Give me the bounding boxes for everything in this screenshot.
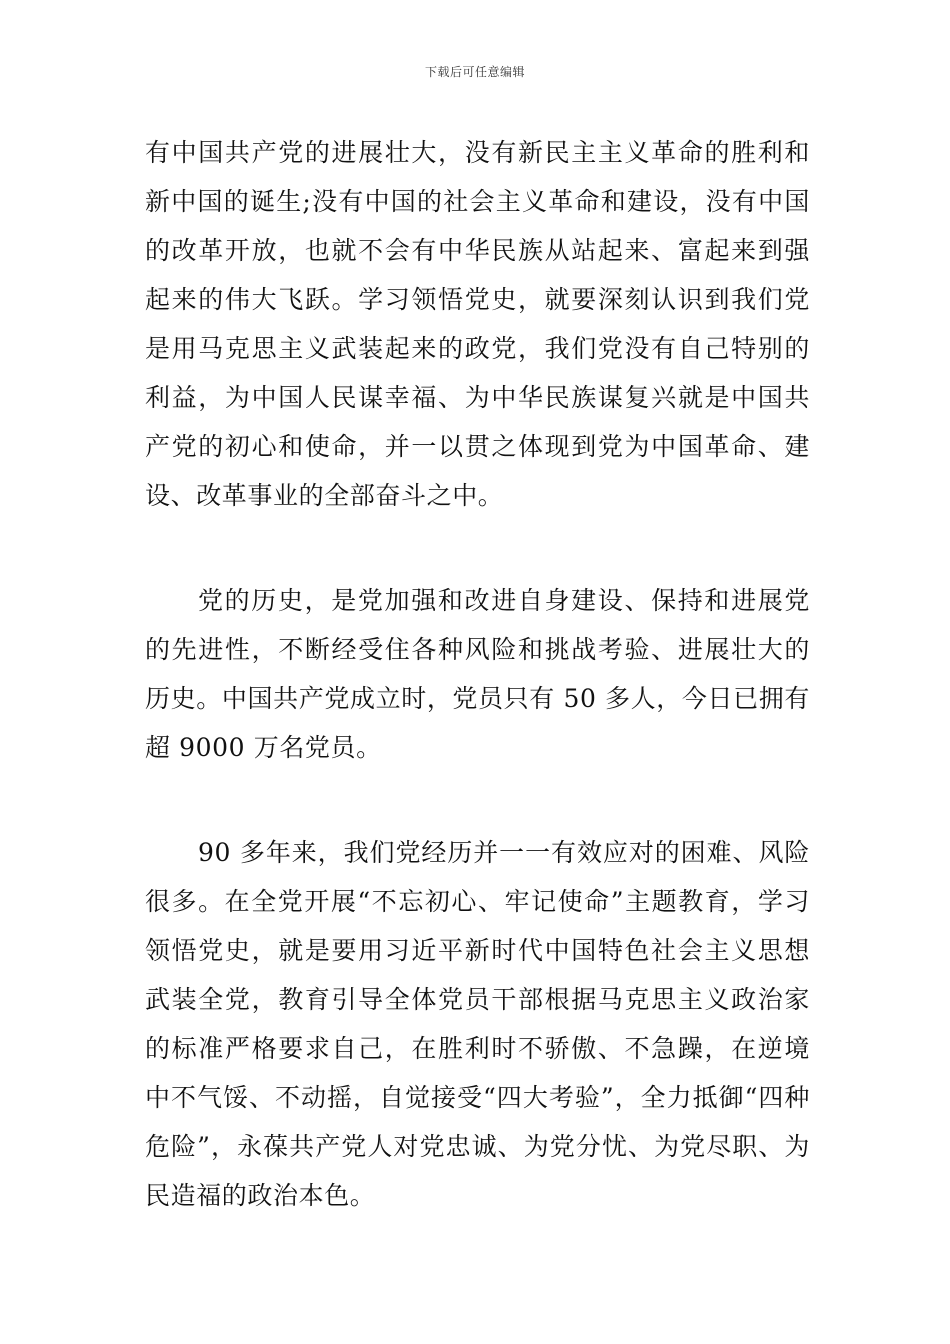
paragraph-3: 90 多年来，我们党经历并一一有效应对的困难、风险很多。在全党开展“不忘初心、牢记使命”主题教育，学习领悟党史，就是要用习近平新时代中国特色社会主义思想武装全党，教育引导全体党员干部根据马克思主义政治家的标准严格要求自己，在胜利时不骄傲、不急躁，在逆境中不气馁、不动摇，自觉接受“四大考验”，全力抵御“四种危险”，永葆共产党人对党忠诚、为党分忧、为党尽职、为民造福的政治本色。 <box>145 838 810 1210</box>
page-header: 下载后可任意编辑 <box>424 65 525 79</box>
document-body <box>145 128 810 1220</box>
paragraph-1: 有中国共产党的进展壮大，没有新民主主义革命的胜利和新中国的诞生;没有中国的社会主义革命和建设，没有中国的改革开放，也就不会有中华民族从站起来、富起来到强起来的伟大飞跃。学习领悟党史，就要深刻认识到我们党是用马克思主义武装起来的政党，我们党没有自己特别的利益，为中国人民谋幸福、为中华民族谋复兴就是中国共产党的初心和使命，并一以贯之体现到党为中国革命、建设、改革事业的全部奋斗之中。 <box>145 138 810 510</box>
paragraph-2: 党的历史，是党加强和改进自身建设、保持和进展党的先进性，不断经受住各种风险和挑战考验、进展壮大的历史。中国共产党成立时，党员只有 50 多人，今日已拥有超 9000 万名党员。 <box>145 586 810 762</box>
